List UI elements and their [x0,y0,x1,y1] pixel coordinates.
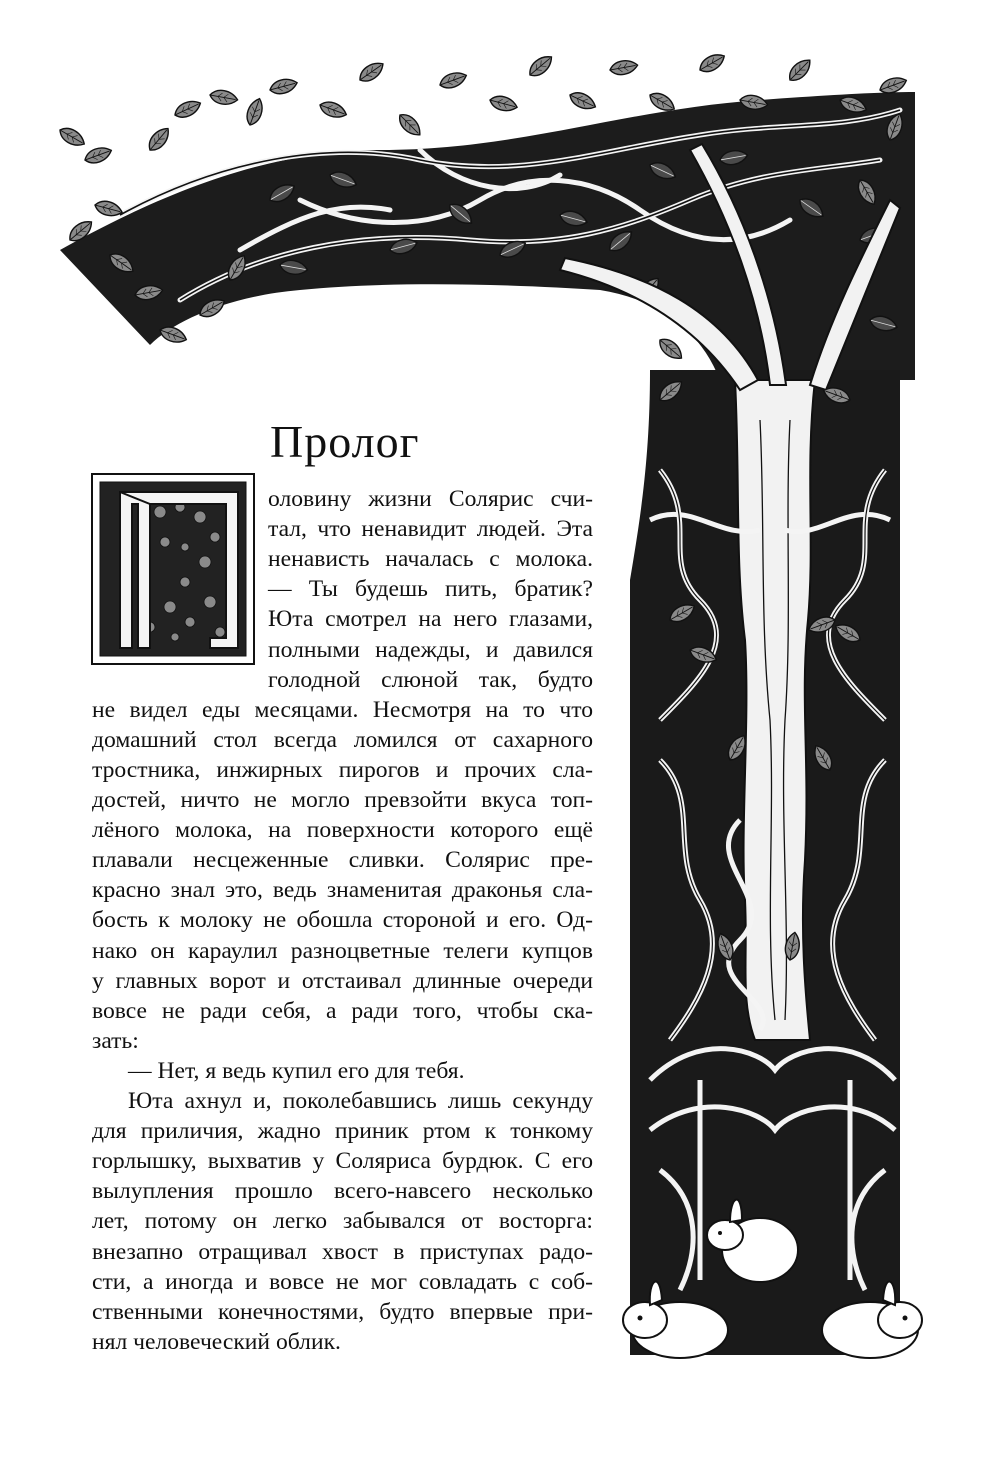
text-line: тал, что ненавидит людей. Эта [268,516,593,543]
text-line: тростника, инжирных пирогов и прочих сла- [92,756,593,783]
text-line: для приличия, жадно приник ртом к тонкому [92,1118,593,1145]
text-line: Юта смотрел на него глазами, [268,606,593,633]
text-line: горлышку, выхватив у Соляриса бурдюк. С его [92,1148,593,1175]
text-line: у главных ворот и отстаивал длинные очереди [92,967,593,994]
text-line: лет, потому он легко забывался от восторга: [92,1208,593,1235]
text-line: вовсе не ради себя, а ради того, чтобы ска- [92,997,593,1024]
text-line: вылупления прошло всего-навсего несколько [92,1178,593,1205]
text-line: домашний стол всегда ломился от сахарного [92,726,593,753]
text-line: зать: [92,1027,139,1054]
text-line: красно знал это, ведь знаменитая драконья сла- [92,877,593,904]
illuminated-initial-icon [90,472,256,666]
text-line: внезапно отращивал хвост в приступах радо- [92,1238,593,1265]
text-line: Юта ахнул и, поколебавшись лишь секунду [128,1088,593,1114]
text-line: — Ты будешь пить, братик? [268,576,593,603]
drop-cap-letter: П [104,592,105,593]
text-line: голодной слюной так, будто [268,666,593,693]
text-line: — Нет, я ведь купил его для тебя. [128,1057,465,1084]
chapter-title: Пролог [270,415,420,467]
text-line: лёного молока, на поверхности которого ещё [92,817,593,844]
text-line: нял человеческий облик. [92,1328,341,1355]
drop-cap [90,472,256,666]
text-line: оловину жизни Солярис счи- [268,486,593,512]
text-line: достей, ничто не могло превзойти вкуса топ- [92,787,593,813]
text-line: плавали несцеженные сливки. Солярис пре- [92,847,593,874]
text-line: не видел еды месяцами. Несмотря на то что [92,696,593,723]
text-line: полными надежды, и давился [268,636,593,663]
text-line: ственными конечностями, будто впервые при- [92,1298,593,1325]
text-line: нако он караулил разноцветные телеги купцов [92,937,593,964]
text-line: сти, а иногда и вовсе не мог совладать с соб- [92,1268,593,1295]
text-line: бость к молоку не обошла стороной и его. Од- [92,907,593,934]
text-line: ненависть началась с молока. [268,546,593,573]
